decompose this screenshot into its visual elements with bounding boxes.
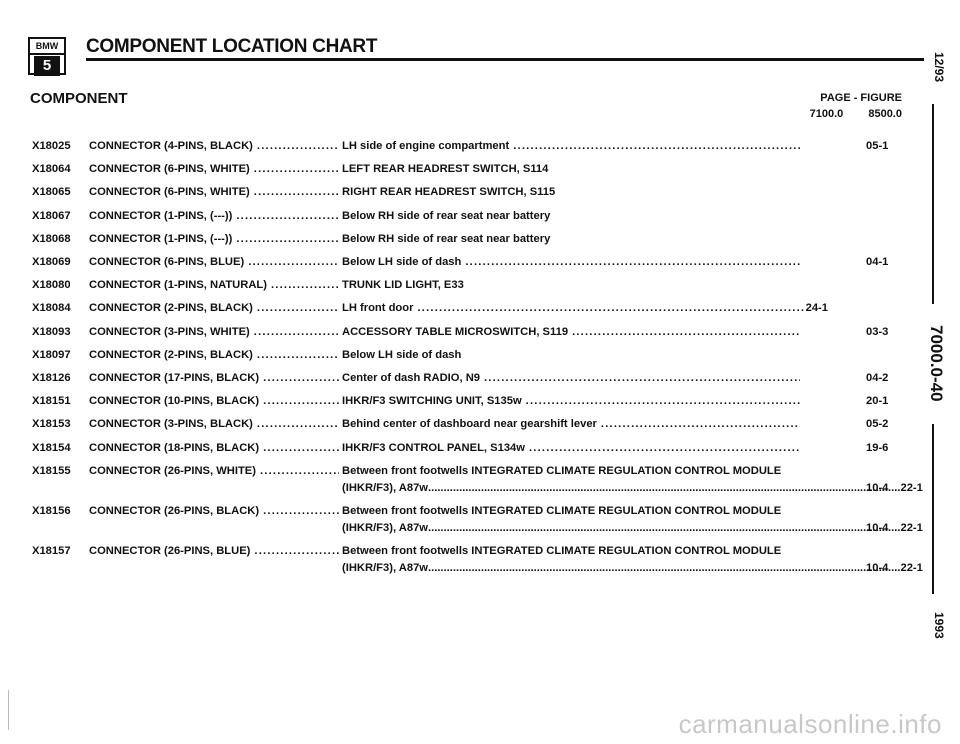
description-text: CONNECTOR (10-PINS, BLACK) (89, 395, 260, 408)
figure-reference: 05-2 (866, 418, 889, 431)
component-code: X18069 (32, 256, 71, 268)
figure-reference: 19-6 (866, 441, 889, 454)
component-location (342, 140, 800, 152)
component-code: X18126 (32, 372, 71, 384)
component-description (89, 442, 339, 454)
location-text: Below RH side of rear seat near battery (342, 209, 551, 222)
component-description (89, 186, 339, 198)
leader-dots (257, 418, 339, 430)
watermark: carmanualsonline.info (678, 709, 942, 739)
leader-dots (572, 326, 800, 338)
location-text: Between front footwells INTEGRATED CLIMATE REGULATION CONTROL MODULE (342, 464, 782, 477)
location-text: Below RH side of rear seat near battery (342, 232, 551, 245)
side-section-code: 7000.0-40 (927, 324, 946, 402)
component-code: X18064 (32, 163, 71, 176)
leader-dots (465, 256, 800, 268)
description-text: CONNECTOR (6-PINS, WHITE) (89, 186, 250, 199)
leader-dots (236, 210, 339, 222)
side-margin-index (922, 40, 946, 720)
leader-dots (257, 349, 339, 361)
location-text: Below LH side of dash (342, 256, 462, 268)
component-location (342, 279, 800, 291)
component-description (89, 505, 339, 517)
location-text: LEFT REAR HEADREST SWITCH, S114 (342, 163, 549, 176)
leader-dots (254, 186, 339, 198)
component-description (89, 326, 339, 338)
component-location (342, 505, 800, 517)
description-text: CONNECTOR (3-PINS, BLACK) (89, 418, 253, 431)
figure-reference: 10-4 (866, 561, 889, 574)
component-code: X18153 (32, 418, 71, 431)
component-description (89, 545, 339, 557)
page-reference: 22-1 (900, 481, 923, 494)
side-year: 1993 (932, 611, 946, 639)
leader-dots (263, 505, 339, 517)
component-location (342, 326, 800, 338)
figure-reference: 04-2 (866, 372, 889, 384)
component-code: X18155 (32, 464, 71, 477)
component-code: X18154 (32, 441, 71, 454)
leader-dots (254, 326, 339, 338)
description-text: CONNECTOR (1-PINS, (---)) (89, 209, 233, 222)
leader-dots (271, 279, 339, 291)
location-text: LH side of engine compartment (342, 140, 510, 152)
leader-dots (529, 442, 800, 454)
figure-reference: 05-1 (866, 140, 889, 152)
leader-dots (263, 395, 339, 407)
figure-reference: 03-3 (866, 325, 889, 338)
side-rule-top (932, 104, 934, 304)
leader-dots (263, 372, 339, 384)
component-location (342, 395, 800, 407)
page-reference: 22-1 (900, 521, 923, 534)
location-text: TRUNK LID LIGHT, E33 (342, 279, 464, 292)
location-text: RIGHT REAR HEADREST SWITCH, S115 (342, 186, 556, 199)
margin-mark (8, 690, 9, 730)
description-text: CONNECTOR (18-PINS, BLACK) (89, 441, 260, 454)
location-text: ACCESSORY TABLE MICROSWITCH, S119 (342, 325, 569, 338)
location-text: LH front door (342, 302, 414, 315)
description-text: CONNECTOR (26-PINS, BLACK) (89, 504, 260, 517)
component-code: X18097 (32, 348, 71, 361)
page-figure-label: PAGE - FIGURE (820, 92, 902, 104)
leader-dots (417, 302, 805, 314)
leader-dots (248, 256, 339, 268)
leader-dots (257, 140, 339, 152)
component-description (89, 256, 339, 268)
side-rule-bottom (932, 424, 934, 594)
figure-reference: 10-4 (866, 481, 889, 494)
leader-dots (513, 140, 800, 152)
page-reference: 22-1 (900, 561, 923, 574)
component-code: X18093 (32, 325, 71, 338)
component-code: X18151 (32, 395, 71, 408)
figure-reference: 10-4 (866, 521, 889, 534)
component-description (89, 302, 339, 314)
figure-reference: 04-1 (866, 256, 889, 268)
leader-dots (254, 163, 339, 175)
component-location (342, 186, 800, 198)
leader-dots (428, 482, 900, 494)
location-text: Below LH side of dash (342, 348, 462, 361)
description-text: CONNECTOR (2-PINS, BLACK) (89, 302, 253, 315)
description-text: CONNECTOR (1-PINS, NATURAL) (89, 279, 267, 292)
component-description (89, 418, 339, 430)
component-location (342, 210, 800, 222)
description-text: CONNECTOR (17-PINS, BLACK) (89, 372, 260, 384)
description-text: CONNECTOR (4-PINS, BLACK) (89, 140, 253, 152)
side-date: 12/93 (932, 51, 946, 83)
component-location (342, 302, 828, 314)
component-description (89, 349, 339, 361)
leader-dots (526, 395, 800, 407)
location-text: Between front footwells INTEGRATED CLIMATE REGULATION CONTROL MODULE (342, 544, 782, 557)
page-numbers-header: 7100.0 8500.0 (809, 108, 902, 120)
leader-dots (484, 372, 800, 384)
figure-reference: 20-1 (866, 395, 889, 408)
location-text: Behind center of dashboard near gearshift lever (342, 418, 597, 431)
component-description (89, 210, 339, 222)
location-text: IHKR/F3 CONTROL PANEL, S134w (342, 441, 525, 454)
location-text-line2: (IHKR/F3), A87w (342, 521, 428, 534)
component-code: X18157 (32, 544, 71, 557)
component-description (89, 465, 339, 477)
leader-dots (428, 522, 900, 534)
description-text: CONNECTOR (6-PINS, WHITE) (89, 163, 250, 176)
description-text: CONNECTOR (6-PINS, BLUE) (89, 256, 245, 268)
location-text-line2: (IHKR/F3), A87w (342, 481, 428, 494)
component-location (342, 163, 800, 175)
component-code: X18080 (32, 279, 71, 292)
component-location (342, 418, 800, 430)
description-text: CONNECTOR (3-PINS, WHITE) (89, 325, 250, 338)
component-code: X18067 (32, 209, 71, 222)
component-location (342, 256, 800, 268)
component-description (89, 395, 339, 407)
component-code: X18084 (32, 302, 71, 315)
leader-dots (236, 233, 339, 245)
component-description (89, 372, 339, 384)
location-text-line2: (IHKR/F3), A87w (342, 561, 428, 574)
component-description (89, 163, 339, 175)
location-text: Center of dash RADIO, N9 (342, 372, 480, 384)
page-reference: 24-1 (805, 302, 828, 315)
leader-dots (260, 465, 339, 477)
description-text: CONNECTOR (2-PINS, BLACK) (89, 348, 253, 361)
component-code: X18025 (32, 140, 71, 152)
logo-series-text: 5 (34, 56, 60, 76)
section-heading: COMPONENT (30, 90, 128, 107)
component-description (89, 233, 339, 245)
description-text: CONNECTOR (26-PINS, WHITE) (89, 464, 256, 477)
component-description (89, 140, 339, 152)
location-text: Between front footwells INTEGRATED CLIMATE REGULATION CONTROL MODULE (342, 504, 782, 517)
leader-dots (254, 545, 339, 557)
location-text: IHKR/F3 SWITCHING UNIT, S135w (342, 395, 522, 408)
component-code: X18156 (32, 504, 71, 517)
logo-brand-text: BMW (30, 39, 64, 55)
description-text: CONNECTOR (26-PINS, BLUE) (89, 544, 251, 557)
component-location (342, 349, 800, 361)
component-location (342, 442, 800, 454)
component-code: X18065 (32, 186, 71, 199)
leader-dots (601, 418, 800, 430)
leader-dots (263, 442, 339, 454)
component-location (342, 233, 800, 245)
leader-dots (257, 302, 339, 314)
component-location (342, 372, 800, 384)
page-title: COMPONENT LOCATION CHART (86, 36, 378, 57)
description-text: CONNECTOR (1-PINS, (---)) (89, 232, 233, 245)
component-description (89, 279, 339, 291)
leader-dots (428, 562, 900, 574)
component-location (342, 465, 800, 477)
component-code: X18068 (32, 232, 71, 245)
component-location (342, 545, 800, 557)
